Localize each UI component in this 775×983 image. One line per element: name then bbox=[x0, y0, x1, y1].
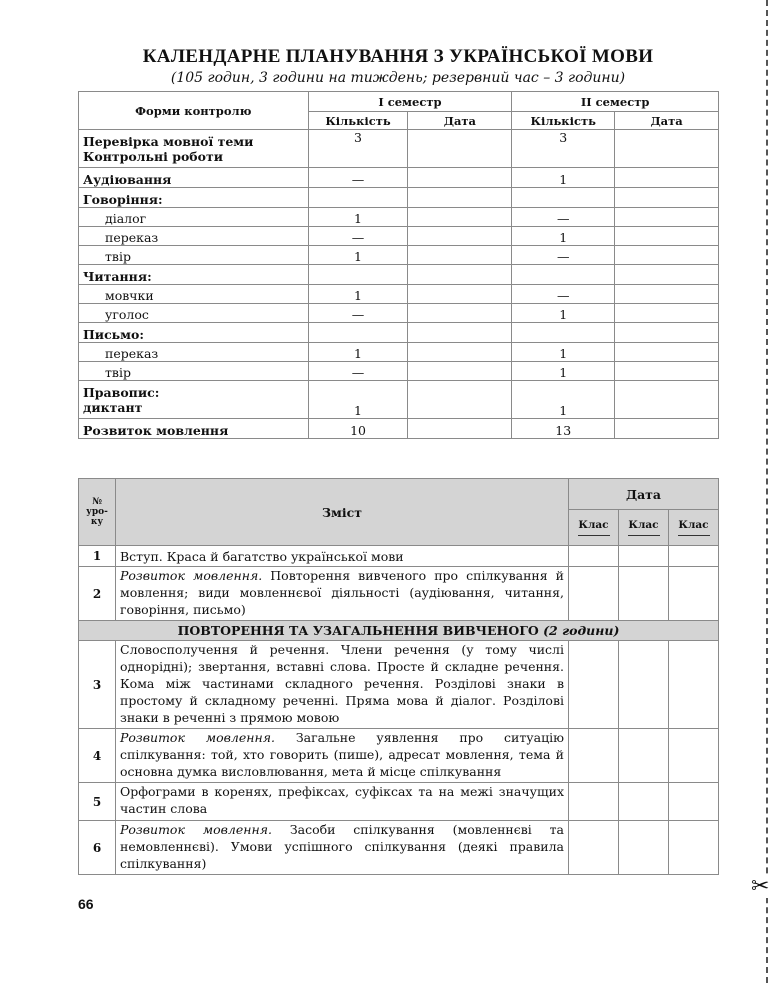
s1-value: 1 bbox=[308, 381, 408, 419]
lesson-content: Вступ. Краса й багатство української мови bbox=[116, 546, 569, 567]
row-label: діалог bbox=[79, 208, 309, 227]
lesson-content: Словосполучення й речення. Члени речення (у тому числі однорідні); звертання, вставні слова. Просте й складне речення. Кома між частинами складного речення. Розділові знаки в простому й складному реченні. Пряма мова й діалог. Розділові знаки в реченні з прямою мовою bbox=[116, 641, 569, 729]
row-label: Правопис: bbox=[83, 384, 160, 400]
s1-value: — bbox=[308, 227, 408, 246]
lesson-topic-italic: Розвиток мовлення. bbox=[120, 730, 275, 745]
lesson-row bbox=[79, 546, 719, 567]
row-label: мовчки bbox=[79, 285, 309, 304]
s1-value: 10 bbox=[308, 419, 408, 439]
lesson-number: 3 bbox=[79, 641, 116, 729]
table-row bbox=[79, 304, 719, 323]
header-semester-2: ІІ семестр bbox=[512, 92, 719, 112]
s1-value: 1 bbox=[308, 246, 408, 265]
lesson-row bbox=[79, 729, 719, 783]
s2-value: 1 bbox=[512, 304, 615, 323]
cut-line bbox=[766, 0, 768, 983]
header-class: Клас bbox=[578, 519, 609, 531]
table-row bbox=[79, 285, 719, 304]
row-label: Контрольні роботи bbox=[83, 148, 223, 164]
s2-value: 13 bbox=[512, 419, 615, 439]
lessons-table bbox=[78, 478, 719, 875]
row-label: Перевірка мовної теми bbox=[83, 133, 254, 149]
s2-value: — bbox=[512, 208, 615, 227]
header-date-2: Дата bbox=[615, 112, 719, 130]
row-label: Читання: bbox=[79, 265, 309, 285]
page-title: КАЛЕНДАРНЕ ПЛАНУВАННЯ З УКРАЇНСЬКОЇ МОВИ bbox=[142, 46, 654, 67]
lesson-number: 2 bbox=[79, 567, 116, 621]
class-blank-line bbox=[578, 535, 610, 536]
header-forms: Форми контролю bbox=[79, 92, 309, 130]
row-label: диктант bbox=[83, 399, 143, 415]
lesson-content: Повторення вивченого про спілкування й мовлення; види мовленнєвої діяльності (аудіювання, читання, говоріння, письмо) bbox=[120, 568, 564, 617]
row-label: переказ bbox=[79, 343, 309, 362]
table-row bbox=[79, 168, 719, 188]
s1-value: — bbox=[308, 362, 408, 381]
lesson-topic-italic: Розвиток мовлення. bbox=[120, 822, 272, 837]
row-label: твір bbox=[79, 246, 309, 265]
s2-value: 1 bbox=[512, 343, 615, 362]
row-label: Говоріння: bbox=[79, 188, 309, 208]
header-count-1: Кількість bbox=[308, 112, 408, 130]
s1-value: 1 bbox=[308, 343, 408, 362]
date-cell bbox=[408, 168, 512, 188]
s2-value: 1 bbox=[512, 381, 615, 419]
date-cell bbox=[408, 130, 512, 168]
header-date: Дата bbox=[569, 479, 719, 510]
scissors-icon: ✂ bbox=[751, 874, 770, 899]
lesson-number: 1 bbox=[79, 546, 116, 567]
s2-value: — bbox=[512, 246, 615, 265]
table-row bbox=[79, 343, 719, 362]
header-class: Клас bbox=[678, 519, 709, 531]
lesson-topic-italic: Розвиток мовлення. bbox=[120, 568, 263, 583]
lesson-number: 5 bbox=[79, 783, 116, 821]
table-row bbox=[79, 265, 719, 285]
s2-value: 1 bbox=[512, 168, 615, 188]
lesson-content: Засоби спілкування (мовленнєві та немовленнєві). Умови успішного спілкування (деякі правила спілкування) bbox=[120, 822, 564, 871]
table-row bbox=[79, 381, 719, 419]
row-label: Письмо: bbox=[79, 323, 309, 343]
lesson-number: 4 bbox=[79, 729, 116, 783]
section-title: ПОВТОРЕННЯ ТА УЗАГАЛЬНЕННЯ ВИВЧЕНОГО bbox=[177, 623, 539, 638]
row-label: твір bbox=[79, 362, 309, 381]
s2-value: 1 bbox=[512, 362, 615, 381]
section-row bbox=[79, 621, 719, 641]
header-class: Клас bbox=[628, 519, 659, 531]
class-blank-line bbox=[678, 535, 710, 536]
s2-value: 1 bbox=[512, 227, 615, 246]
page-number: 66 bbox=[78, 896, 94, 912]
s2-value: — bbox=[512, 285, 615, 304]
header-content: Зміст bbox=[116, 479, 569, 546]
lesson-content: Орфограми в коренях, префіксах, суфіксах та на межі значущих частин слова bbox=[116, 783, 569, 821]
lesson-row bbox=[79, 567, 719, 621]
table-row bbox=[79, 362, 719, 381]
table-row bbox=[79, 246, 719, 265]
s1-value: 1 bbox=[308, 285, 408, 304]
lesson-row bbox=[79, 641, 719, 729]
control-forms-table bbox=[78, 91, 719, 439]
table-row bbox=[79, 188, 719, 208]
row-label: переказ bbox=[79, 227, 309, 246]
table-row bbox=[79, 323, 719, 343]
table-row bbox=[79, 130, 719, 168]
date-cell bbox=[615, 168, 719, 188]
s1-value: — bbox=[308, 168, 408, 188]
page-subtitle: (105 годин, 3 години на тиждень; резервний час – 3 години) bbox=[170, 70, 626, 86]
row-label: Розвиток мовлення bbox=[79, 419, 309, 439]
lesson-row bbox=[79, 821, 719, 875]
header-count-2: Кількість bbox=[512, 112, 615, 130]
lesson-row bbox=[79, 783, 719, 821]
s1-value: — bbox=[308, 304, 408, 323]
header-semester-1: І семестр bbox=[308, 92, 512, 112]
table-row bbox=[79, 227, 719, 246]
class-blank-line bbox=[628, 535, 660, 536]
table-row bbox=[79, 208, 719, 227]
table-row bbox=[79, 419, 719, 439]
header-lesson-no: № уро-ку bbox=[79, 479, 116, 546]
row-label: Аудіювання bbox=[79, 168, 309, 188]
lesson-number: 6 bbox=[79, 821, 116, 875]
date-cell bbox=[615, 130, 719, 168]
header-date-1: Дата bbox=[408, 112, 512, 130]
s1-value: 1 bbox=[308, 208, 408, 227]
s2-value: 3 bbox=[512, 130, 615, 168]
row-label: уголос bbox=[79, 304, 309, 323]
section-hours: (2 години) bbox=[543, 623, 620, 638]
lesson-content: Загальне уявлення про ситуацію спілкування: той, хто говорить (пише), адресат мовлення, тема й основна думка висловлювання, мета й місце спілкування bbox=[120, 730, 565, 779]
s1-value: 3 bbox=[308, 130, 408, 168]
